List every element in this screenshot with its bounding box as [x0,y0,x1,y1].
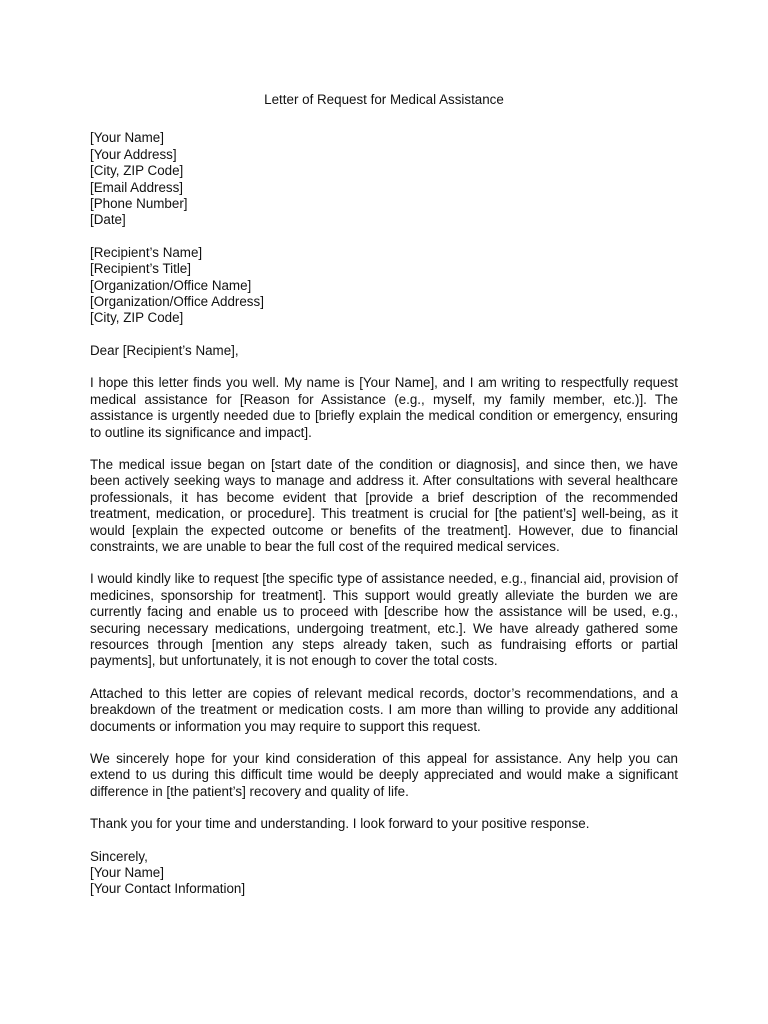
recipient-org-name: [Organization/Office Name] [90,277,252,293]
sender-address-block [90,130,678,228]
recipient-title: [Recipient’s Title] [90,261,191,277]
closing-block [90,849,678,898]
sender-name: [Your Name] [90,130,164,146]
sender-email: [Email Address] [90,179,184,195]
recipient-name: [Recipient’s Name] [90,244,203,260]
letter-body [90,92,678,898]
letter-title: Letter of Request for Medical Assistance [264,92,504,107]
recipient-city-zip: [City, ZIP Code] [90,310,184,326]
sender-address: [Your Address] [90,146,177,162]
sender-city-zip: [City, ZIP Code] [90,163,184,179]
recipient-org-address: [Organization/Office Address] [90,294,264,310]
letter-date: [Date] [90,212,126,228]
body-paragraph-attachments: Attached to this letter are copies of relevant medical records, doctor’s recommendations, and a breakdown of the treatment or medication costs. I am more than willing to provide any additional documents or information you may require to support this request. [90,685,678,734]
body-paragraph-appeal: We sincerely hope for your kind consideration of this appeal for assistance. Any help you can extend to us during this difficult time would be deeply appreciated and would make a significant difference in [the patient’s] recovery and quality of life. [90,751,678,799]
body-paragraph-thanks: Thank you for your time and understanding. I look forward to your positive response. [90,816,590,832]
recipient-address-block [90,245,678,327]
body-paragraph-medical-issue: The medical issue began on [start date of the condition or diagnosis], and since then, we have been actively seeking ways to manage and address it. After consultations with several healthcare professionals, it has become evident that [provide a brief description of the recommended treatment, medication, or procedure]. This treatment is crucial for [the patient’s] well-being, as it would [explain the expected outcome or benefits of the treatment]. However, due to financial constraints, we are unable to bear the full cost of the required medical services. [90,456,678,554]
body-paragraph-intro: I hope this letter finds you well. My name is [Your Name], and I am writing to respectfully request medical assistance for [Reason for Assistance (e.g., myself, my family member, etc.)]. The assistance is urgently needed due to [briefly explain the medical condition or emergency, ensuring to outline its significance and impact]. [90,375,678,440]
salutation: Dear [Recipient’s Name], [90,342,239,358]
closing-contact: [Your Contact Information] [90,881,246,897]
valediction: Sincerely, [90,848,148,864]
sender-phone: [Phone Number] [90,196,188,212]
body-paragraph-request: I would kindly like to request [the specific type of assistance needed, e.g., financial aid, provision of medicines, sponsorship for treatment]. This support would greatly alleviate the burden we are currently facing and enable us to proceed with [describe how the assistance will be used, e.g., securing necessary medications, undergoing treatment, etc.]. We have already gathered some resources through [mention any steps already taken, such as fundraising efforts or partial payments], but unfortunately, it is not enough to cover the total costs. [90,571,678,669]
closing-name: [Your Name] [90,865,164,881]
